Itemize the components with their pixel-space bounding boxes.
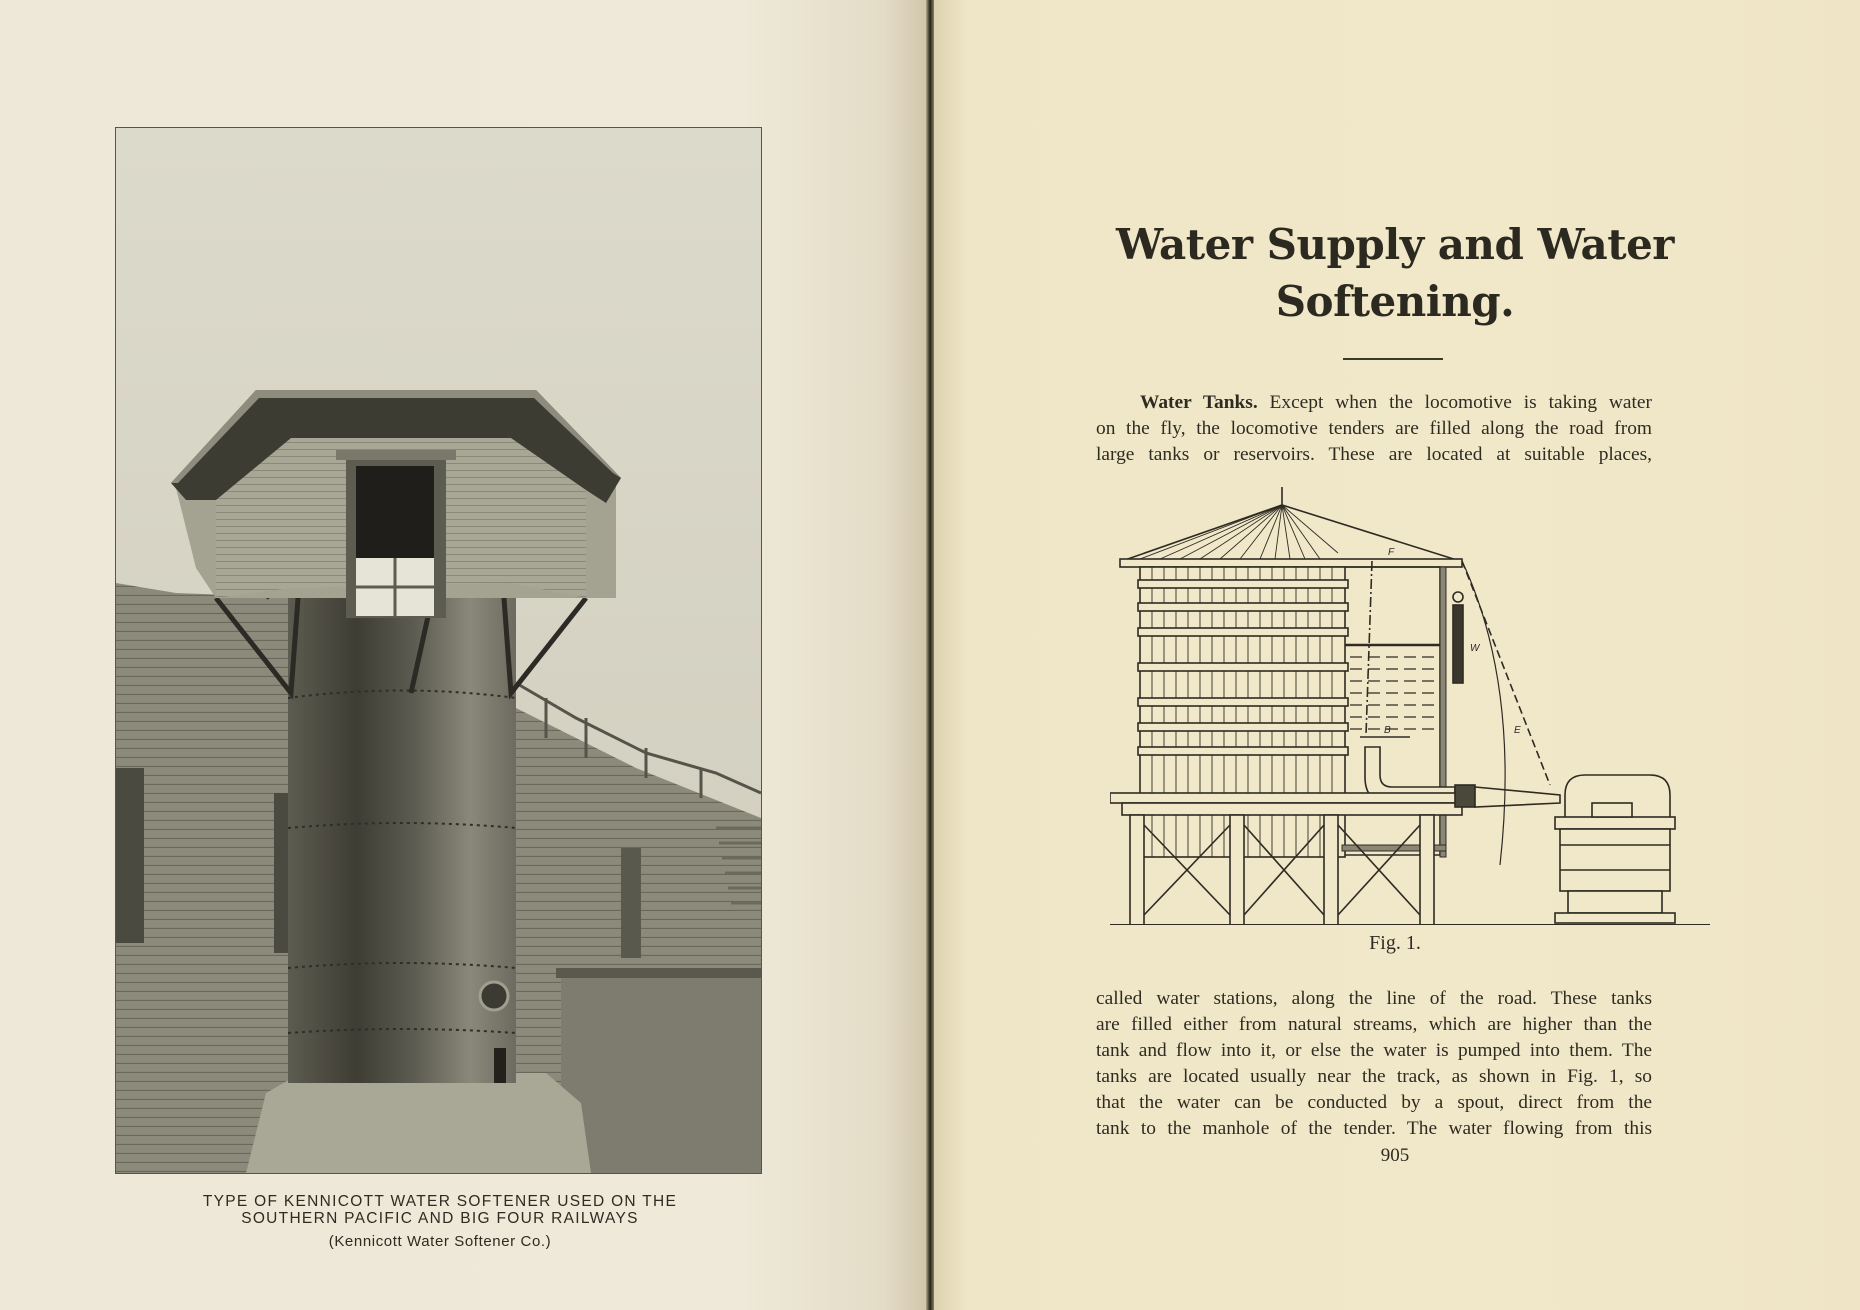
paragraph-line: that the water can be conducted by a spout, direct from the [1096,1092,1652,1113]
paragraph-water-tanks [1096,390,1652,468]
caption-line-2: SOUTHERN PACIFIC AND BIG FOUR RAILWAYS [241,1210,639,1227]
label-w: W [1470,643,1480,654]
figure-caption: Fig. 1. [1369,932,1421,954]
figure-1-water-tank-diagram [1110,485,1710,925]
section-heading: Water Tanks. [1140,392,1258,413]
photo-caption [100,1193,780,1250]
paragraph-line: Water Tanks. Except when the locomotive is taking water [1140,392,1652,413]
label-e: E [1514,725,1521,736]
paragraph-line: on the fly, the locomotive tenders are filled along the road from [1096,418,1652,439]
paragraph-line: large tanks or reservoirs. These are located at suitable places, [1096,444,1652,465]
label-f: F [1388,547,1395,558]
softener-photo [115,127,762,1174]
title-line-1: Water Supply and Water [1116,220,1674,269]
paragraph-line: tank to the manhole of the tender. The water flowing from this [1096,1118,1652,1139]
caption-credit: (Kennicott Water Softener Co.) [328,1233,552,1250]
water-tank-drawing [1110,485,1710,925]
page-number: 905 [1380,1145,1410,1166]
paragraph-line: are filled either from natural streams, which are higher than the [1096,1014,1652,1035]
paragraph-line: tanks are located usually near the track, as shown in Fig. 1, so [1096,1066,1652,1087]
label-b: B [1384,725,1391,736]
paragraph-line: tank and flow into it, or else the water is pumped into them. The [1096,1040,1652,1061]
paragraph-water-stations [1096,986,1652,1142]
book-gutter [926,0,934,1310]
chapter-title [960,216,1830,330]
title-line-2: Softening. [1275,277,1515,326]
photo-illustration [116,128,761,1173]
caption-line-1: TYPE OF KENNICOTT WATER SOFTENER USED ON THE [202,1193,678,1210]
paragraph-line: called water stations, along the line of the road. These tanks [1096,988,1652,1009]
right-page [930,0,1860,1310]
title-divider [1343,358,1443,360]
